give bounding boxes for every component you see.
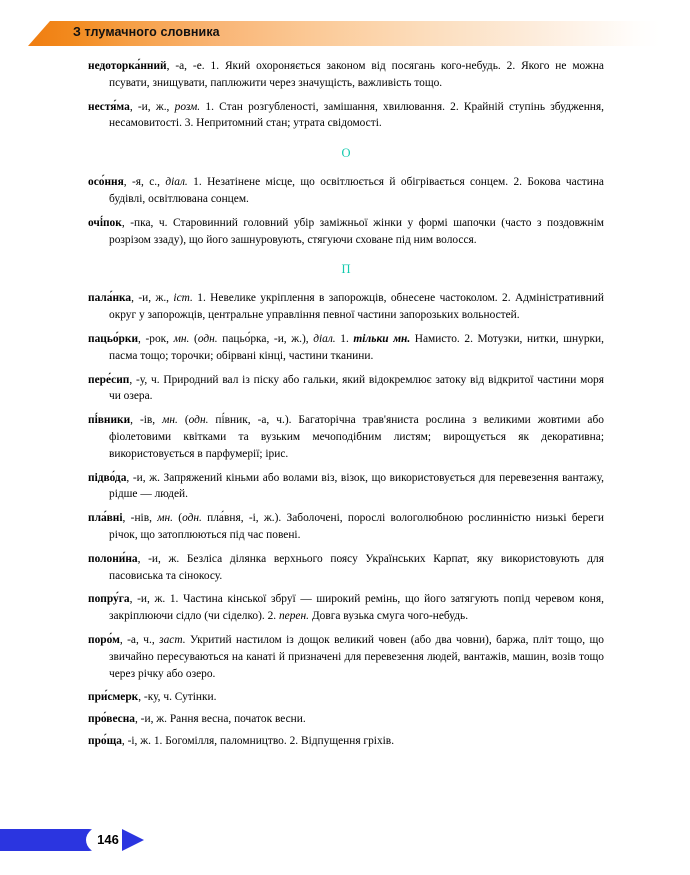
- entry-paren-rest: пла́вня, -і, ж.).: [201, 512, 287, 525]
- entry-label: перен.: [278, 610, 309, 623]
- entry-paren-rest: пі́вник, -а, ч.).: [208, 414, 299, 427]
- entry-sense-number: 1.: [335, 332, 354, 345]
- entry-grammar: , -я, с.,: [123, 176, 166, 189]
- dictionary-entry: [88, 58, 604, 92]
- entry-headword: пере́сип: [88, 373, 130, 386]
- dictionary-entry: [88, 733, 604, 750]
- dictionary-entry: [88, 215, 604, 249]
- dictionary-entry: [88, 174, 604, 208]
- entry-label: мн.: [162, 414, 178, 427]
- dictionary-entry: [88, 632, 604, 682]
- entry-grammar: , -нів,: [122, 512, 158, 525]
- entry-paren-open: (: [189, 332, 198, 345]
- dictionary-entry: [88, 551, 604, 585]
- dictionary-content: [88, 58, 604, 750]
- dictionary-entry: [88, 412, 604, 462]
- entry-headword: очі́пок: [88, 216, 122, 229]
- entry-definition-tail: Довга вузька смуга чого-небудь.: [309, 610, 469, 623]
- entry-grammar: , -ів,: [130, 414, 163, 427]
- dictionary-entry: [88, 689, 604, 706]
- entry-grammar: , -и, ж.: [137, 552, 187, 565]
- entry-paren-rest: пацьо́рка, -и, ж.),: [217, 332, 314, 345]
- section-letter-o: О: [341, 146, 351, 161]
- dictionary-entry: [88, 510, 604, 544]
- entry-grammar: , -и, ж.,: [131, 292, 174, 305]
- entry-headword: попру́га: [88, 593, 130, 606]
- dictionary-entry: [88, 331, 604, 365]
- entry-grammar: , -рок,: [138, 332, 174, 345]
- entry-definition: Старовинний головний убір заміжньої жінки у формі шапочки (часто з поздовжнім розрізом ззаду), що його зашнуровують, стягуючи сховане під ним волосся.: [109, 216, 604, 246]
- entry-definition: Частина кінської збруї — широкий ремінь, що його затягують попід черевом коня, закріплюючи сідло (чи сіделко). 2.: [109, 593, 604, 623]
- entry-headword: недоторка́нний: [88, 60, 167, 72]
- banner-title: З тлумачного словника: [73, 25, 220, 39]
- entry-headword: пацьо́рки: [88, 332, 139, 345]
- entry-headword: пала́нка: [88, 292, 132, 305]
- entry-grammar: , -и, ж. 1.: [129, 593, 184, 606]
- entry-grammar: , -і, ж. 1.: [121, 734, 166, 747]
- entry-grammar: , -и, ж.: [126, 471, 164, 484]
- entry-headword: підво́да: [88, 471, 127, 484]
- entry-headword: про́ща: [88, 734, 122, 747]
- entry-definition: Природний вал із піску або гальки, який відокремлює затоку від відкритої частини моря чи озера.: [109, 373, 604, 403]
- entry-headword: нестя́ма: [88, 100, 130, 113]
- entry-headword: при́смерк: [88, 691, 139, 704]
- entry-definition: Багаторічна трав'яниста рослина з великими жовтими або фіолетовими квітками та вузьким мечоподібним листям; вирощується як декоративна; використовується в парфумерії; ірис.: [109, 414, 604, 460]
- entry-definition: 1. Стан розгубленості, замішання, хвилювання. 2. Крайній ступінь збудження, несамовитості. 3. Непритомний стан; утрата свідомості.: [109, 100, 604, 130]
- dictionary-entry: [88, 711, 604, 728]
- dictionary-entry: [88, 290, 604, 324]
- entry-grammar: , -а, ч.,: [119, 633, 160, 646]
- entry-definition: Запряжений кіньми або волами віз, візок, що використовується для перевезення вантажу, рідше — людей.: [109, 471, 604, 501]
- entry-label: мн.: [173, 332, 190, 345]
- section-letter-p: П: [341, 262, 351, 277]
- entry-paren-label: одн.: [197, 332, 218, 345]
- entry-usage-note: тільки мн.: [353, 332, 411, 345]
- dictionary-entry: [88, 372, 604, 406]
- page-footer: [0, 829, 200, 851]
- entry-headword: пі́вники: [88, 414, 131, 427]
- dictionary-entry: [88, 99, 604, 133]
- entry-definition: Намисто. 2. Мотузки, нитки, шнурки, пасма тощо; торочки; обірвані кінці, частини тканини.: [109, 332, 604, 362]
- entry-grammar: , -и, ж.,: [129, 100, 175, 113]
- entry-grammar: , -а, -е.: [166, 60, 211, 72]
- entry-definition: Сутінки.: [174, 691, 217, 704]
- entry-headword: поро́м: [88, 633, 120, 646]
- entry-headword: осо́ння: [88, 176, 124, 189]
- page-number: 146: [97, 832, 119, 847]
- entry-headword: про́весна: [88, 713, 135, 726]
- entry-headword: пла́вні: [88, 512, 123, 525]
- entry-definition: Безліса ділянка верхнього поясу Українських Карпат, яку використовують для пасовиська та сінокосу.: [109, 552, 604, 582]
- entry-definition: Рання весна, початок весни.: [169, 713, 306, 726]
- entry-label: діал.: [165, 176, 188, 189]
- entry-definition: Богомілля, паломництво. 2. Відпущення гріхів.: [165, 734, 395, 747]
- dictionary-entry: [88, 470, 604, 504]
- dictionary-entry: [88, 591, 604, 625]
- entry-headword: полони́на: [88, 552, 138, 565]
- entry-paren-open: (: [172, 512, 183, 525]
- entry-definition: 1. Незатінене місце, що освітлюється й обігрівається сонцем. 2. Бокова частина будівлі, освітлювана сонцем.: [109, 176, 604, 205]
- entry-label: мн.: [157, 512, 173, 525]
- footer-blue-bar: [0, 829, 100, 851]
- entry-definition: Заболочені, порослі вологолюбною рослинністю низькі береги річок, що затоплюються під час повені.: [109, 512, 604, 541]
- entry-label: заст.: [159, 633, 186, 646]
- entry-definition: 1. Який охороняється законом від посягань кого-небудь. 2. Якого не можна псувати, знищувати, паплюжити через значущість, важливість тощо.: [109, 60, 604, 89]
- entry-grammar: , -пка, ч.: [121, 216, 174, 229]
- entry-paren-label: одн.: [188, 414, 209, 427]
- entry-grammar: , -и, ж.: [134, 713, 170, 726]
- entry-label-secondary: діал.: [313, 332, 336, 345]
- entry-grammar: , -у, ч.: [129, 373, 164, 386]
- entry-label: іст.: [173, 292, 193, 305]
- entry-paren-open: (: [177, 414, 189, 427]
- entry-paren-label: одн.: [182, 512, 202, 525]
- entry-definition: 1. Невелике укріплення в запорожців, обнесене частоколом. 2. Адміністративний округ у запорожців, центральне управління певної частини запорозьких вольностей.: [109, 292, 604, 322]
- section-banner: [28, 21, 660, 46]
- entry-definition: Укритий настилом із дощок великий човен (або два човни), баржа, пліт тощо, що звичайно пересуваються на канаті й призначені для перевезення людей, вантажів, машин, возів тощо через річку або озеро.: [109, 633, 604, 680]
- entry-label: розм.: [174, 100, 201, 113]
- entry-grammar: , -ку, ч.: [138, 691, 175, 704]
